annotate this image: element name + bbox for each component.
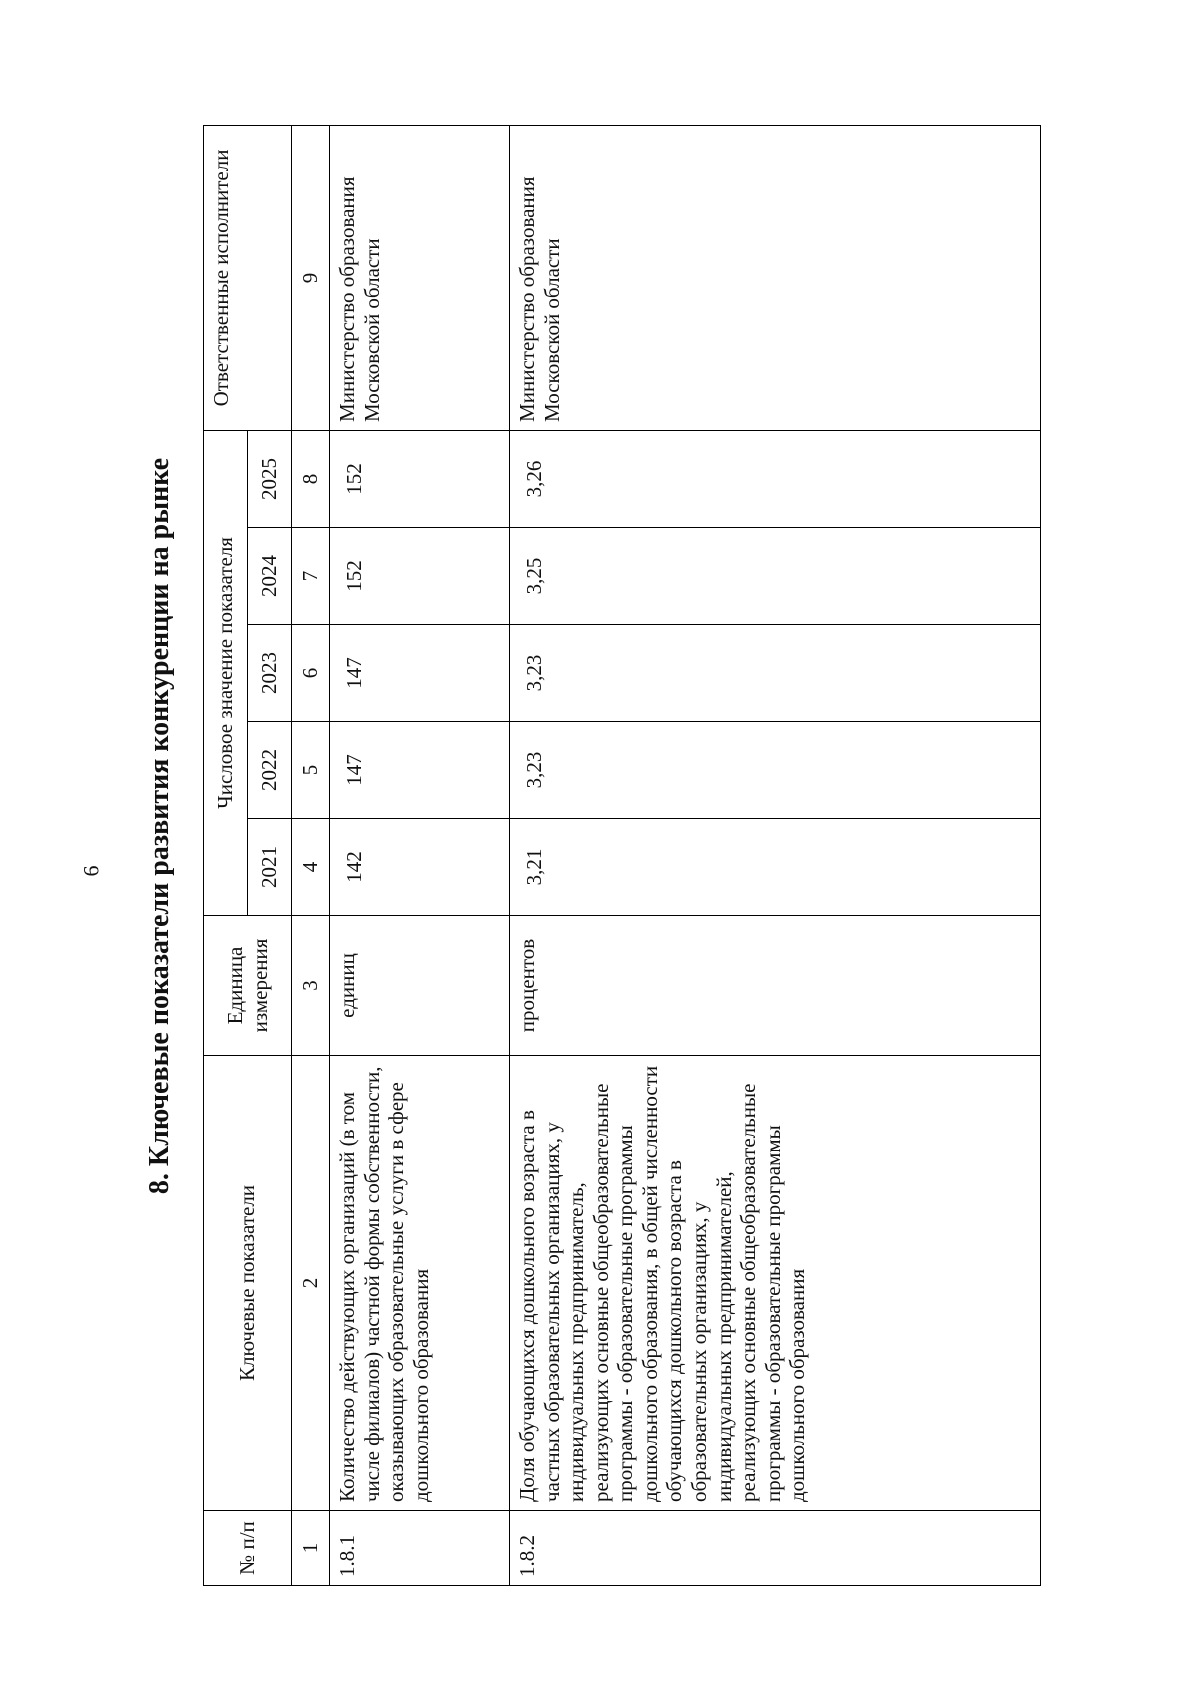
header-values-group: Числовое значение показателя [204, 430, 248, 915]
header-year: 2025 [248, 430, 292, 527]
header-unit: Единица измерения [204, 916, 292, 1056]
header-indicator: Ключевые показатели [204, 1056, 292, 1511]
row-indicator: Количество действующих организаций (в том числе филиалов) частной формы собственности, оказывающих образовательные услуги в сфере дошкольного образования [330, 1056, 510, 1511]
row-no: 1.8.2 [510, 1511, 1041, 1586]
row-responsible: Министерство образования Московской области [510, 125, 1041, 430]
header-year: 2021 [248, 819, 292, 916]
row-value: 142 [330, 819, 510, 916]
row-value: 3,25 [510, 528, 1041, 625]
column-number: 2 [292, 1056, 330, 1511]
header-year: 2024 [248, 528, 292, 625]
table-row [330, 125, 510, 1585]
column-number: 6 [292, 625, 330, 722]
row-unit: процентов [510, 916, 1041, 1056]
indicators-table [203, 125, 1041, 1586]
rotated-table-wrapper [203, 126, 1041, 1586]
header-responsible: Ответственные исполнители [204, 125, 292, 430]
column-number: 7 [292, 528, 330, 625]
row-value: 3,23 [510, 625, 1041, 722]
header-year: 2022 [248, 722, 292, 819]
row-unit: единиц [330, 916, 510, 1056]
row-responsible: Министерство образования Московской области [330, 125, 510, 430]
section-heading: 8. Ключевые показатели развития конкуренции на рынке [144, 457, 175, 1195]
column-number: 3 [292, 916, 330, 1056]
row-value: 147 [330, 625, 510, 722]
page-number: 6 [78, 865, 104, 877]
column-number: 8 [292, 430, 330, 527]
column-number: 1 [292, 1511, 330, 1586]
header-year: 2023 [248, 625, 292, 722]
row-value: 3,26 [510, 430, 1041, 527]
row-indicator: Доля обучающихся дошкольного возраста в частных образовательных организациях, у индивидуальных предприниматель, реализующих основные общеобразовательные программы - образовательные программы дошкольного образования, в общей численности обучающихся дошкольного возраста в образовательных организациях, у индивидуальных предпринимателей, реализующих основные общеобразовательные программы - образовательные программы дошкольного образования [510, 1056, 1041, 1511]
table-row [510, 125, 1041, 1585]
header-no: № п/п [204, 1511, 292, 1586]
row-value: 152 [330, 528, 510, 625]
row-value: 3,23 [510, 722, 1041, 819]
row-no: 1.8.1 [330, 1511, 510, 1586]
column-number: 5 [292, 722, 330, 819]
row-value: 3,21 [510, 819, 1041, 916]
column-number: 4 [292, 819, 330, 916]
row-value: 152 [330, 430, 510, 527]
row-value: 147 [330, 722, 510, 819]
column-number: 9 [292, 125, 330, 430]
